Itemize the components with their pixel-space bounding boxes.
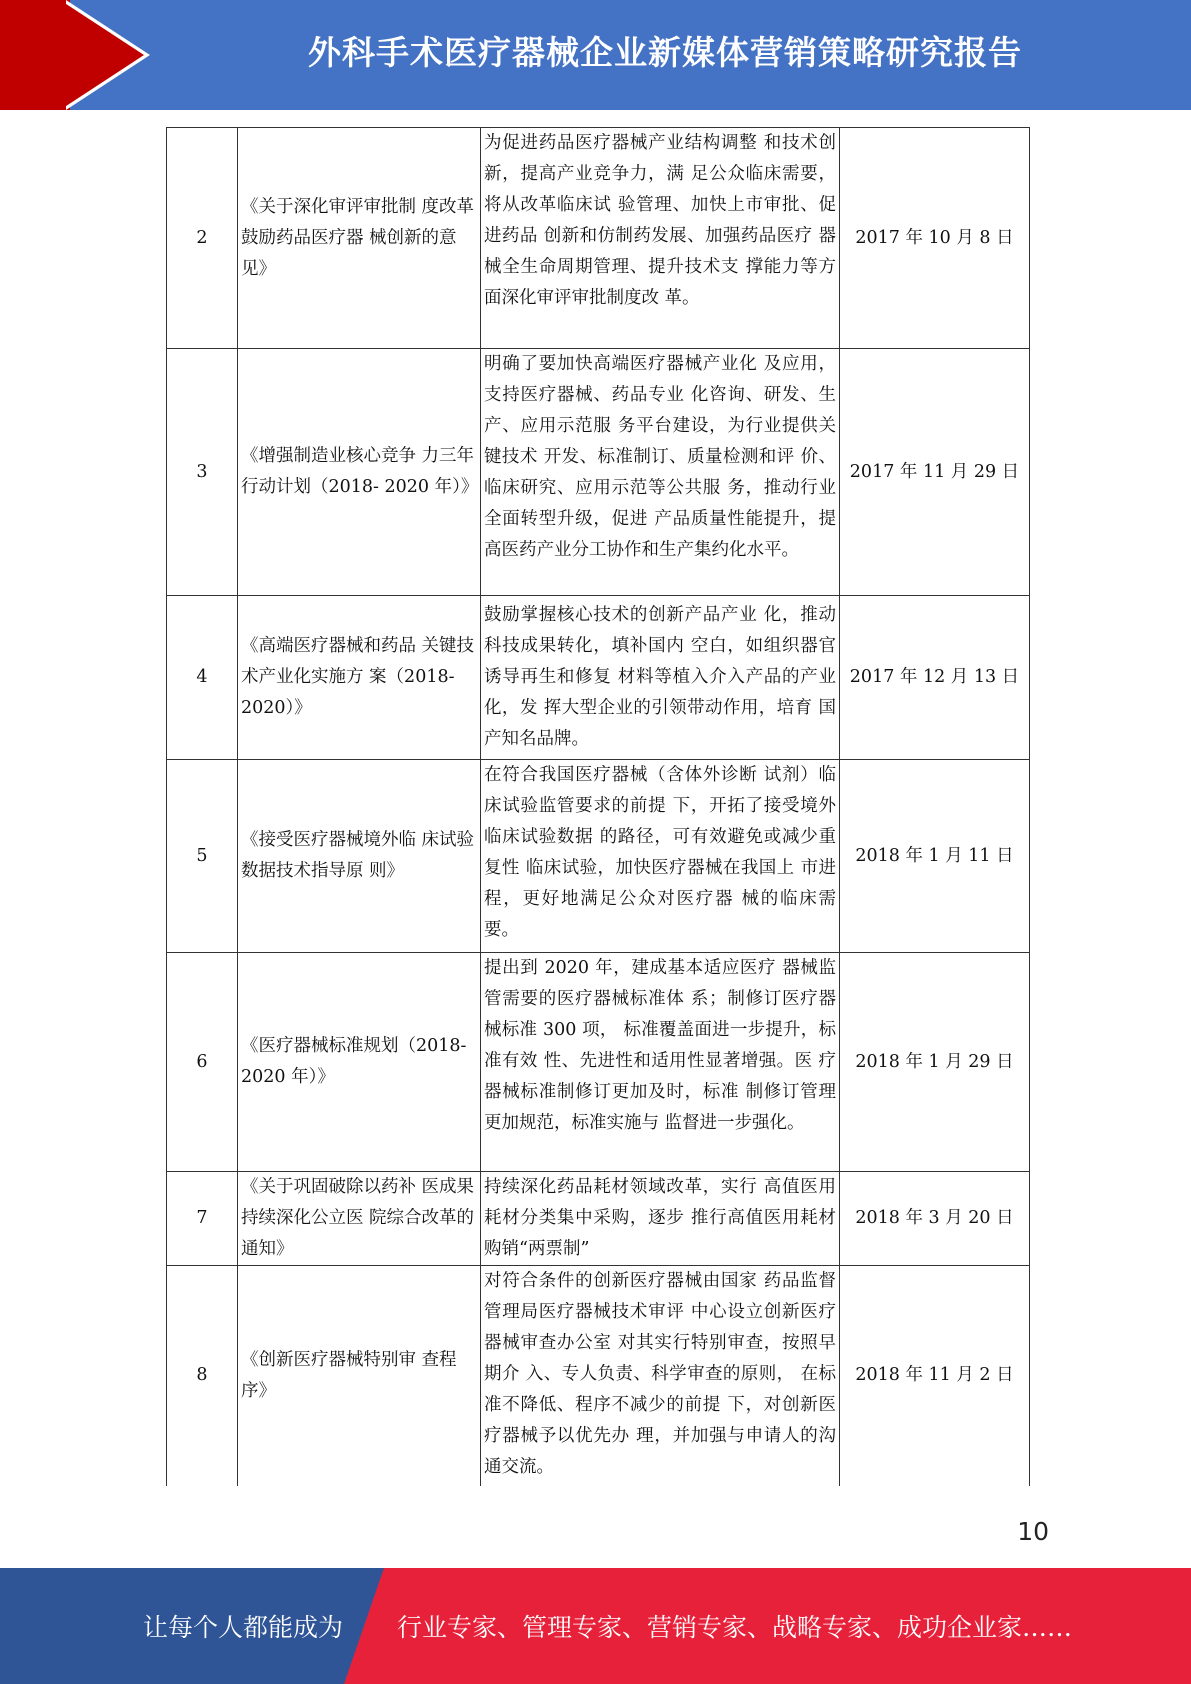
policy-date: 2017 年 12 月 13 日	[840, 596, 1030, 760]
policy-date: 2018 年 3 月 20 日	[840, 1172, 1030, 1266]
policy-name: 《关于深化审评审批制 度改革鼓励药品医疗器 械创新的意见》	[238, 128, 481, 349]
policy-table-wrapper	[166, 127, 1030, 1486]
policy-content: 明确了要加快高端医疗器械产业化 及应用，支持医疗器械、药品专业 化咨询、研发、生产、应用示范服 务平台建设，为行业提供关键技术 开发、标准制订、质量检测和评 价、临床研究、应用示范等公共服 务，推动行业全面转型升级，促进 产品质量性能提升，提高医药产业分工协作和生产集约化水平。	[481, 349, 840, 596]
row-number: 3	[167, 349, 238, 596]
table-row	[167, 128, 1030, 349]
policy-name: 《创新医疗器械特别审 查程序》	[238, 1266, 481, 1486]
table-row	[167, 349, 1030, 596]
table-row	[167, 1266, 1030, 1486]
policy-date: 2018 年 11 月 2 日	[840, 1266, 1030, 1486]
header-banner	[0, 0, 1191, 110]
policy-content: 在符合我国医疗器械（含体外诊断 试剂）临床试验监管要求的前提 下，开拓了接受境外临床试验数据 的路径，可有效避免或减少重复性 临床试验，加快医疗器械在我国上 市进程，更好地满足公众对医疗器 械的临床需要。	[481, 760, 840, 953]
policy-name: 《高端医疗器械和药品 关键技术产业化实施方 案（2018-2020）》	[238, 596, 481, 760]
policy-name: 《医疗器械标准规划（2018-2020 年）》	[238, 953, 481, 1172]
table-row	[167, 760, 1030, 953]
row-number: 5	[167, 760, 238, 953]
row-number: 6	[167, 953, 238, 1172]
policy-date: 2017 年 11 月 29 日	[840, 349, 1030, 596]
policy-content: 持续深化药品耗材领域改革，实行 高值医用耗材分类集中采购，逐步 推行高值医用耗材购销“两票制”	[481, 1172, 840, 1266]
table-row	[167, 953, 1030, 1172]
policy-date: 2017 年 10 月 8 日	[840, 128, 1030, 349]
policy-content: 鼓励掌握核心技术的创新产品产业 化，推动科技成果转化，填补国内 空白，如组织器官诱导再生和修复 材料等植入介入产品的产业化，发 挥大型企业的引领带动作用，培育 国产知名品牌。	[481, 596, 840, 760]
row-number: 8	[167, 1266, 238, 1486]
policy-table	[166, 127, 1030, 1486]
table-row	[167, 596, 1030, 760]
policy-name: 《增强制造业核心竞争 力三年行动计划（2018- 2020 年）》	[238, 349, 481, 596]
page-title: 外科手术医疗器械企业新媒体营销策略研究报告	[308, 33, 1022, 72]
row-number: 2	[167, 128, 238, 349]
table-row	[167, 1172, 1030, 1266]
row-number: 7	[167, 1172, 238, 1266]
footer-slogan-left: 让每个人都能成为	[143, 1613, 344, 1642]
policy-name: 《接受医疗器械境外临 床试验数据技术指导原 则》	[238, 760, 481, 953]
footer-slogan-right: 行业专家、管理专家、营销专家、战略专家、成功企业家……	[397, 1613, 1073, 1642]
page-number: 10	[1017, 1517, 1049, 1546]
policy-date: 2018 年 1 月 11 日	[840, 760, 1030, 953]
policy-content: 为促进药品医疗器械产业结构调整 和技术创新，提高产业竞争力，满 足公众临床需要，将从改革临床试 验管理、加快上市审批、促进药品 创新和仿制药发展、加强药品医疗 器械全生命周期管理、提升技术支 撑能力等方面深化审评审批制度改 革。	[481, 128, 840, 349]
header-arrow-icon	[60, 0, 144, 110]
policy-date: 2018 年 1 月 29 日	[840, 953, 1030, 1172]
policy-content: 对符合条件的创新医疗器械由国家 药品监督管理局医疗器械技术审评 中心设立创新医疗器械审查办公室 对其实行特别审查，按照早期介 入、专人负责、科学审查的原则， 在标准不降低、程序不减少的前提 下，对创新医疗器械予以优先办 理，并加强与申请人的沟通交流。	[481, 1266, 840, 1486]
policy-content: 提出到 2020 年，建成基本适应医疗 器械监管需要的医疗器械标准体 系；制修订医疗器械标准 300 项， 标准覆盖面进一步提升，标准有效 性、先进性和适用性显著增强。医 疗器械标准制修订更加及时，标准 制修订管理更加规范，标准实施与 监督进一步强化。	[481, 953, 840, 1172]
row-number: 4	[167, 596, 238, 760]
policy-name: 《关于巩固破除以药补 医成果持续深化公立医 院综合改革的通知》	[238, 1172, 481, 1266]
